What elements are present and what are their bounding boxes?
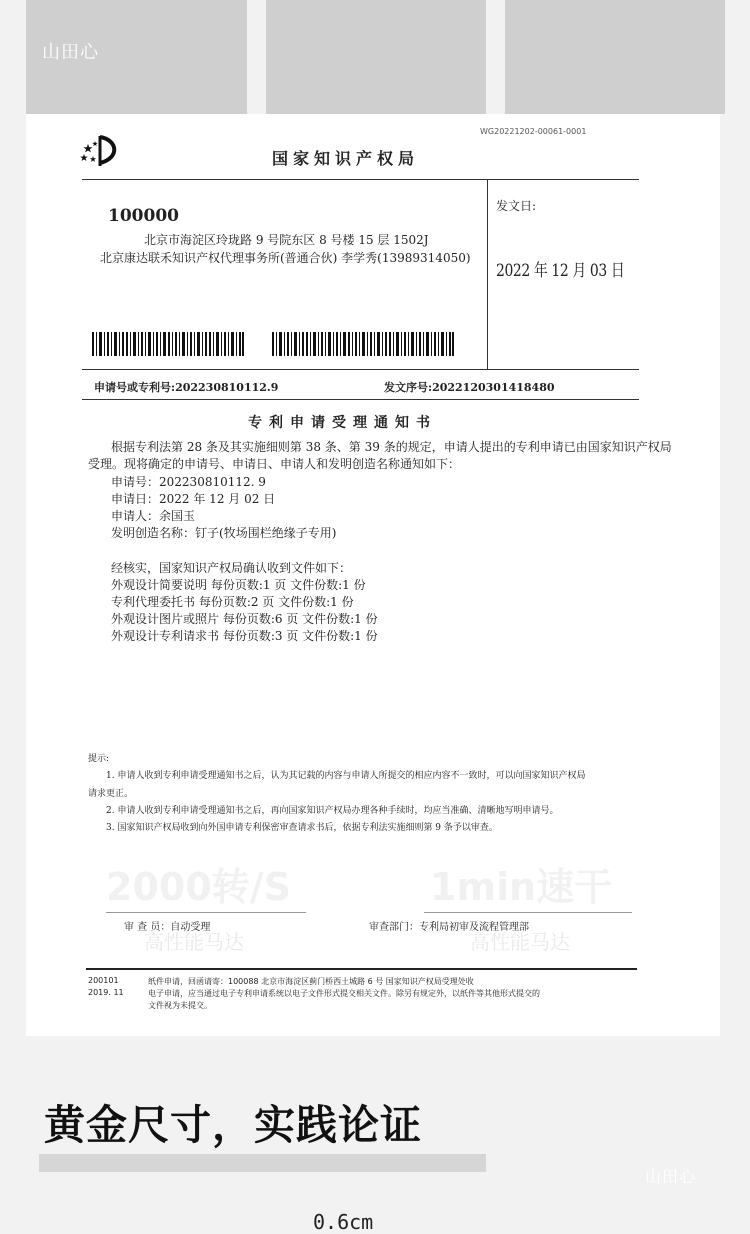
section-heading: 黄金尺寸，实践论证 (44, 1101, 422, 1149)
file-item: 外观设计图片或照片 每份页数:6 页 文件份数:1 份 (111, 612, 378, 626)
serial-no-value: 2022120301418480 (432, 381, 555, 394)
file-item: 外观设计简要说明 每份页数:1 页 文件份数:1 份 (111, 578, 366, 592)
received-intro: 经核实，国家知识产权局确认收到文件如下： (111, 561, 352, 575)
app-no-value: 202230810112.9 (175, 381, 279, 394)
field-app-date: 申请日：2022 年 12 月 02 日 (111, 492, 276, 506)
issue-date-label: 发文日: (496, 199, 537, 213)
footer-code-2: 2019. 11 (88, 988, 124, 997)
date-column-divider (487, 179, 488, 369)
file-item: 专利代理委托书 每份页数:2 页 文件份数:1 份 (111, 595, 354, 609)
dept-value: 专利局初审及流程管理部 (419, 922, 529, 933)
tip-1-line-1: 1. 申请人收到专利申请受理通知书之后，认为其记载的内容与申请人所提交的相应内容不一致时，可以向国家知识产权局 (106, 771, 586, 781)
ghost-motor-text-right: 高性能马达 (470, 930, 570, 954)
watermark-bottom: 山田心 (645, 1167, 697, 1186)
field-invention-name: 发明创造名称：钉子(牧场围栏绝缘子专用) (111, 526, 337, 540)
ghost-speed-text: 2000转/S (106, 865, 292, 909)
file-item: 外观设计专利请求书 每份页数:3 页 文件份数:1 份 (111, 629, 378, 643)
footer-line-1: 纸件申请，回函请寄：100088 北京市海淀区蓟门桥西土城路 6 号 国家知识产权局受理处收 (148, 977, 474, 986)
barcode-left (92, 332, 244, 356)
cnipa-emblem-icon (78, 132, 124, 168)
examiner-label: 审 查 员： (124, 922, 171, 933)
examiner-value: 自动受理 (170, 922, 211, 933)
postcode: 100000 (108, 206, 179, 226)
para1-line-2: 受理。现将确定的申请号、申请日、申请人和发明创造名称通知如下： (88, 457, 461, 471)
tips-label: 提示: (88, 754, 110, 764)
serial-no-row (384, 379, 555, 395)
dept-rule (424, 912, 632, 913)
dept-label: 审查部门： (369, 922, 419, 933)
tip-1-line-2: 请求更正。 (88, 789, 134, 799)
top-box-right (505, 0, 725, 114)
issue-date: 2022 年 12 月 03 日 (496, 261, 625, 281)
ghost-dry-text: 1min速干 (430, 865, 613, 909)
ghost-motor-text-left: 高性能马达 (144, 930, 244, 954)
tip-2: 2. 申请人收到专利申请受理通知书之后，再向国家知识产权局办理各种手续时，均应当准确、清晰地写明申请号。 (106, 806, 559, 816)
heading-underbar (39, 1154, 486, 1172)
examiner-row (124, 920, 210, 935)
examiner-rule (106, 912, 306, 913)
reference-code: WG20221202-00061-0001 (480, 127, 587, 136)
footer-line-2: 电子申请，应当通过电子专利申请系统以电子文件形式提交相关文件。除另有规定外，以纸件等其他形式提交的 (148, 989, 540, 998)
tip-3: 3. 国家知识产权局收到向外国申请专利保密审查请求书后，依据专利法实施细则第 9 条予以审查。 (106, 823, 498, 833)
app-no-rule (82, 399, 639, 400)
address-block-bottom-rule (82, 369, 639, 370)
para1-line-1: 根据专利法第 28 条及其实施细则第 38 条、第 39 条的规定，申请人提出的专利申请已由国家知识产权局 (111, 440, 672, 454)
address-line-2: 北京康达联禾知识产权代理事务所(普通合伙) 李学秀(13989314050) (100, 251, 471, 265)
footer-code-1: 200101 (88, 976, 119, 985)
dept-row (369, 920, 529, 935)
top-box-middle (266, 0, 486, 114)
footer-rule (86, 968, 637, 970)
address-line-1: 北京市海淀区玲珑路 9 号院东区 8 号楼 15 层 1502J (144, 233, 429, 247)
serial-no-label: 发文序号: (384, 381, 433, 394)
patent-notice-document (26, 114, 720, 1036)
office-name: 国家知识产权局 (272, 149, 420, 168)
header-rule (82, 179, 639, 180)
measure-label: 0.6cm (313, 1210, 374, 1234)
watermark-top: 山田心 (42, 42, 99, 63)
app-no-label: 申请号或专利号: (94, 381, 176, 394)
field-applicant: 申请人：余国玉 (111, 509, 196, 523)
field-app-no: 申请号：202230810112. 9 (111, 475, 266, 489)
notice-title: 专利申请受理通知书 (248, 415, 437, 431)
barcode-right (272, 332, 454, 356)
footer-line-3: 文件视为未提交。 (148, 1001, 212, 1010)
app-no-row (94, 379, 278, 395)
